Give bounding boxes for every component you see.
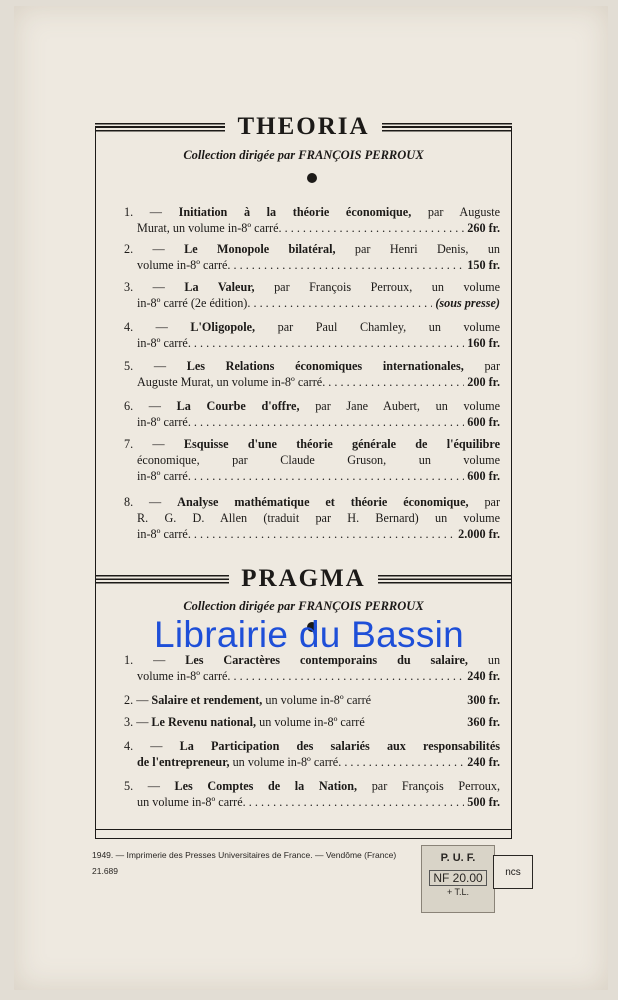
item-format: in-8º carré: [137, 336, 188, 350]
item-author: par François Perroux, un volume: [274, 280, 500, 294]
item-format: Auguste Murat, un volume in-8º carré: [137, 375, 323, 389]
item-number: 3. —: [124, 715, 149, 729]
item-author: économique, par Claude Gruson, un volume: [137, 453, 500, 467]
ornament-dot: [307, 173, 317, 183]
item-author: R. G. D. Allen (traduit par H. Bernard) un volume: [137, 511, 500, 525]
item-price: 150 fr.: [467, 258, 500, 272]
pragma-item-4: [124, 738, 500, 770]
item-number: 6. —: [124, 399, 161, 413]
item-format: volume in-8º carré: [137, 669, 228, 683]
theoria-item-5: [124, 358, 500, 390]
item-price: 500 fr.: [467, 795, 500, 809]
item-title: Les Relations économiques internationales,: [186, 359, 464, 373]
item-title: Le Revenu national,: [151, 715, 257, 729]
printer-line: 1949. — Imprimerie des Presses Universitaires de France. — Vendôme (France): [92, 850, 397, 860]
item-format: un volume in-8º carré: [265, 693, 372, 707]
theoria-header: [95, 112, 512, 142]
item-format: un volume in-8º carré: [259, 715, 365, 729]
item-price: 2.000 fr.: [458, 527, 500, 541]
item-price: 200 fr.: [467, 375, 500, 389]
item-price: 360 fr.: [467, 715, 500, 729]
item-author: un: [487, 653, 500, 667]
item-format: in-8º carré: [137, 415, 188, 429]
item-title: Esquisse d'une théorie générale de l'équilibre: [183, 437, 500, 451]
item-author: par Paul Chamley, un volume: [277, 320, 500, 334]
bookseller-watermark: Librairie du Bassin: [153, 614, 465, 655]
item-title: Initiation à la théorie économique,: [178, 205, 412, 219]
theoria-item-7: [124, 436, 500, 484]
item-author: par Jane Aubert, un volume: [315, 399, 500, 413]
pragma-item-2: [124, 692, 500, 708]
item-number: 4. —: [124, 739, 163, 753]
item-format: un volume in-8º carré: [232, 755, 339, 769]
item-number: 5. —: [124, 359, 167, 373]
frame-double-rule: [95, 829, 512, 830]
stamp-price: NF 20.00: [429, 870, 486, 886]
item-title: L'Oligopole,: [190, 320, 256, 334]
item-price: (sous presse): [435, 296, 500, 310]
item-title: La Valeur,: [184, 280, 255, 294]
pragma-item-5: [124, 778, 500, 810]
item-author: par: [484, 359, 500, 373]
header-rules-left: [95, 575, 229, 584]
theoria-item-1: [124, 204, 500, 236]
theoria-item-6: [124, 398, 500, 430]
item-price: 260 fr.: [467, 221, 500, 235]
print-number: 21.689: [92, 866, 118, 876]
stamp-tax: + T.L.: [446, 887, 470, 897]
item-number: 1. —: [124, 653, 166, 667]
stamp-publisher: P. U. F.: [440, 852, 476, 864]
item-title: Le Monopole bilatéral,: [184, 242, 336, 256]
item-format: un volume in-8º carré: [137, 795, 243, 809]
theoria-item-4: [124, 319, 500, 351]
item-title: Analyse mathématique et théorie économique,: [177, 495, 469, 509]
header-rules-left: [95, 123, 225, 132]
item-title: La Courbe d'offre,: [176, 399, 300, 413]
theoria-title: THEORIA: [225, 113, 381, 141]
header-rules-right: [378, 575, 512, 584]
item-title: Les Caractères contemporains du salaire,: [185, 653, 468, 667]
item-price: 600 fr.: [467, 415, 500, 429]
item-number: 3. —: [124, 280, 165, 294]
pragma-subtitle: Collection dirigée par FRANÇOIS PERROUX: [183, 599, 424, 613]
pragma-header: [95, 564, 512, 594]
theoria-item-3: [124, 279, 500, 311]
price-stamp: [421, 845, 495, 913]
theoria-item-2: [124, 241, 500, 273]
pragma-item-3: [124, 714, 500, 730]
item-author-prefix: par: [484, 495, 500, 509]
item-title-cont: de l'entrepreneur,: [137, 755, 230, 769]
header-rules-right: [382, 123, 512, 132]
item-title: La Participation des salariés aux responsabilités: [179, 739, 500, 753]
item-format: Murat, un volume in-8º carré: [137, 221, 279, 235]
item-format: in-8º carré (2e édition): [137, 296, 248, 310]
item-number: 8. —: [124, 495, 162, 509]
item-author: par François Perroux,: [371, 779, 500, 793]
pragma-title: PRAGMA: [229, 565, 377, 593]
item-number: 2. —: [124, 242, 165, 256]
item-price: 160 fr.: [467, 336, 500, 350]
item-format: volume in-8º carré: [137, 258, 228, 272]
item-number: 1. —: [124, 205, 162, 219]
item-title: Les Comptes de la Nation,: [174, 779, 358, 793]
item-author: par Henri Denis, un: [354, 242, 500, 256]
item-number: 7. —: [124, 437, 165, 451]
item-number: 5. —: [124, 779, 160, 793]
theoria-subtitle: Collection dirigée par FRANÇOIS PERROUX: [183, 148, 424, 162]
item-price: 240 fr.: [467, 755, 500, 769]
item-format: in-8º carré: [137, 527, 188, 541]
item-price: 240 fr.: [467, 669, 500, 683]
pragma-item-1: [124, 652, 500, 684]
item-author: par Auguste: [427, 205, 500, 219]
item-number: 2. —: [124, 693, 149, 707]
theoria-item-8: [124, 494, 500, 542]
price-box-fragment: ncs: [493, 855, 533, 889]
item-price: 600 fr.: [467, 469, 500, 483]
item-number: 4. —: [124, 320, 168, 334]
item-format: in-8º carré: [137, 469, 188, 483]
item-price: 300 fr.: [467, 693, 500, 707]
item-title: Salaire et rendement,: [151, 693, 263, 707]
